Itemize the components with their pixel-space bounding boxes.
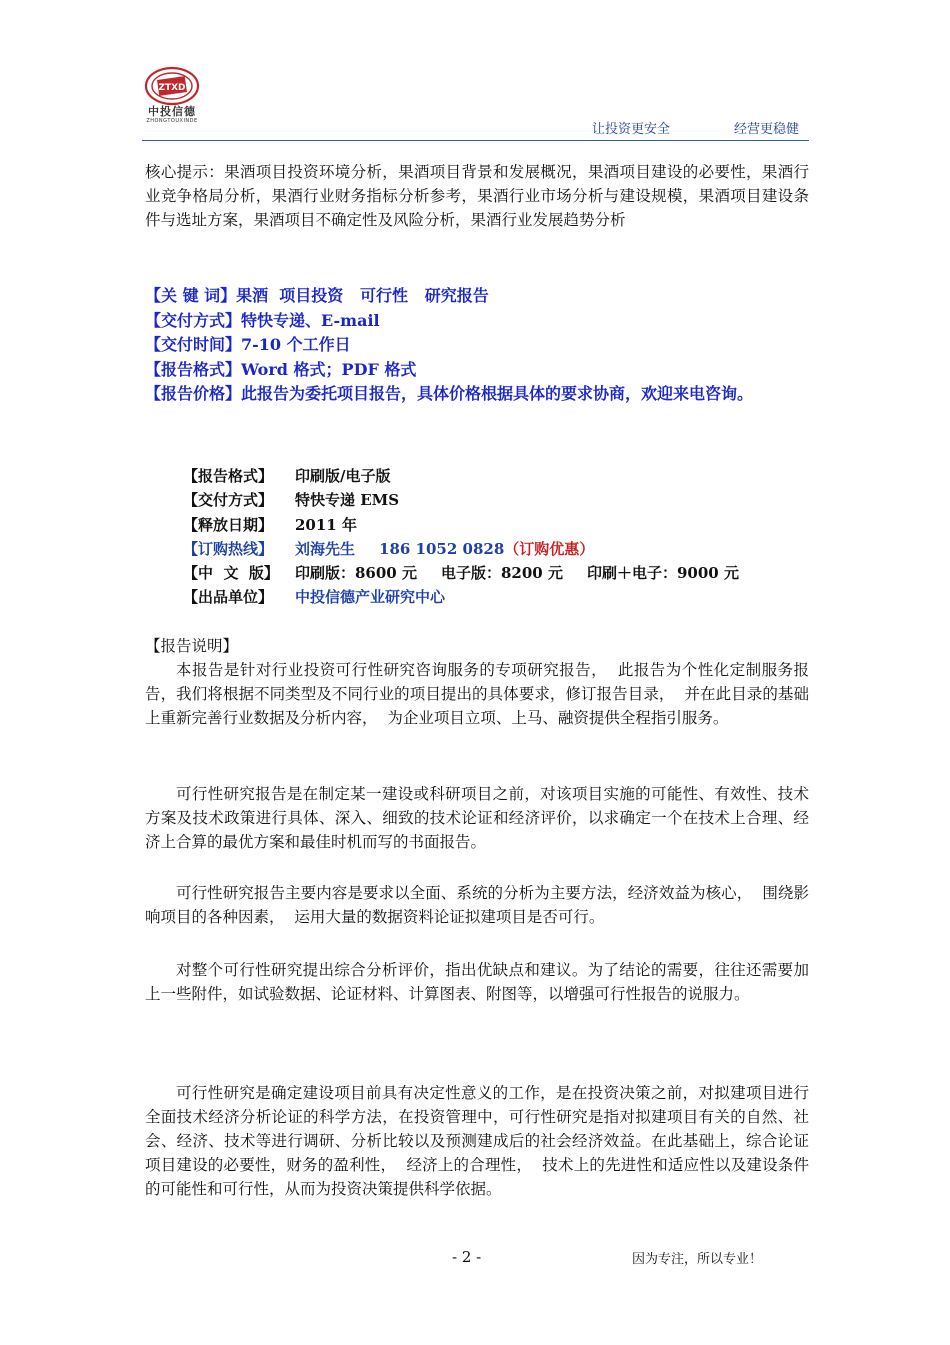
- meta-delivery-value: 特快专递、E-mail: [241, 310, 380, 330]
- meta-price: [145, 382, 809, 407]
- meta-delivery-time-label: 【交付时间】: [145, 335, 242, 354]
- meta-delivery-label: 【交付方式】: [145, 310, 242, 330]
- order-delivery-row: [183, 488, 739, 512]
- order-delivery-label: 【交付方式】: [183, 491, 274, 510]
- order-format-label: 【报告格式】: [183, 467, 274, 485]
- order-publisher-value: 中投信德产业研究中心: [295, 588, 446, 607]
- order-price-row: [183, 561, 739, 585]
- report-desc-paragraph: 对整个可行性研究提出综合分析评价，指出优缺点和建议。为了结论的需要，往往还需要加上一些附件，如试验数据、论证材料、计算图表、附图等，以增强可行性报告的说服力。: [145, 961, 809, 1003]
- order-hotline-row: [183, 537, 739, 561]
- order-release-row: [183, 513, 739, 537]
- meta-keywords-label: 【关 键 词】: [145, 286, 237, 305]
- report-desc-title: 【报告说明】: [145, 637, 239, 655]
- logo-pinyin: ZHONGTOUXINDE: [146, 118, 198, 124]
- report-meta-block: [145, 284, 809, 407]
- order-publisher-label: 【出品单位】: [183, 588, 274, 607]
- order-price-print: 印刷版：8600 元: [295, 564, 417, 583]
- meta-delivery-time-value: 7-10 个工作日: [241, 335, 351, 354]
- order-format-row: [183, 464, 739, 488]
- order-format-value: 印刷版/电子版: [295, 467, 391, 485]
- order-price-both: 印刷＋电子：9000 元: [586, 564, 739, 583]
- meta-delivery-time: [145, 333, 809, 358]
- footer-motto: 因为专注，所以专业！: [632, 1252, 763, 1267]
- meta-price-value: 此报告为委托项目报告，具体价格根据具体的要求协商，欢迎来电咨询。: [241, 384, 754, 403]
- order-release-label: 【释放日期】: [183, 515, 274, 534]
- header-slogan-stable: 经营更稳健: [734, 122, 800, 137]
- report-desc-paragraph: 可行性研究报告主要内容是要求以全面、系统的分析为主要方法，经济效益为核心， 围绕影响项目的各种因素， 运用大量的数据资料论证拟建项目是否可行。: [145, 884, 809, 926]
- order-hotline-label: 【订购热线】: [183, 539, 274, 558]
- meta-format: [145, 358, 809, 383]
- report-desc-paragraph: 可行性研究是确定建设项目前具有决定性意义的工作，是在投资决策之前，对拟建项目进行全面技术经济分析论证的科学方法，在投资管理中，可行性研究是指对拟建项目有关的自然、社会、经济、技术等进行调研、分析比较以及预测建成后的社会经济效益。在此基础上，综合论证项目建设的必要性，财务的盈利性， 经济上的合理性， 技术上的先进性和适应性以及建设条件的可能性和可行性，从而为投资决策提供科学依据。: [145, 1084, 809, 1198]
- meta-format-label: 【报告格式】: [145, 359, 242, 379]
- order-hotline-phone[interactable]: 186 1052 0828: [379, 539, 505, 558]
- logo-brand-name: 中投信德: [148, 105, 196, 118]
- report-desc-paragraph: 本报告是针对行业投资可行性研究咨询服务的专项研究报告， 此报告为个性化定制服务报告，我们将根据不同类型及不同行业的项目提出的具体要求，修订报告目录， 并在此目录的基础上重新完善行业数据及分析内容， 为企业项目立项、上马、融资提供全程指引服务。: [145, 661, 809, 727]
- meta-format-value: Word 格式；PDF 格式: [241, 359, 417, 379]
- header-slogan-safe: 让投资更安全: [592, 122, 671, 137]
- order-info-block: [183, 464, 739, 610]
- order-hotline-contact: 刘海先生: [295, 539, 356, 558]
- meta-delivery: [145, 309, 809, 334]
- meta-price-label: 【报告价格】: [145, 384, 242, 403]
- order-release-value: 2011 年: [295, 515, 357, 534]
- order-publisher-row: [183, 585, 739, 609]
- order-price-label: 【中 文 版】: [183, 564, 279, 583]
- order-discount-note: （订购优惠）: [504, 539, 595, 558]
- meta-keywords-value: 果酒 项目投资 可行性 研究报告: [236, 286, 489, 305]
- page-number: - 2 -: [452, 1248, 482, 1266]
- report-desc-paragraph: 可行性研究报告是在制定某一建设或科研项目之前，对该项目实施的可能性、有效性、技术方案及技术政策进行具体、深入、细致的技术论证和经济评价，以求确定一个在技术上合理、经济上合算的最优方案和最佳时机而写的书面报告。: [145, 785, 809, 851]
- logo-emblem-icon: [142, 66, 202, 106]
- order-price-digital: 电子版：8200 元: [440, 564, 563, 583]
- meta-keywords: [145, 284, 809, 309]
- header-divider: [142, 140, 809, 141]
- order-delivery-value: 特快专递 EMS: [295, 491, 400, 510]
- core-hint-paragraph: 核心提示：果酒项目投资环境分析，果酒项目背景和发展概况，果酒项目建设的必要性，果酒行业竞争格局分析，果酒行业财务指标分析参考，果酒行业市场分析与建设规模，果酒项目建设条件与选址方案，果酒项目不确定性及风险分析，果酒行业发展趋势分析: [145, 163, 809, 229]
- logo-badge-text: ZTXD: [158, 83, 186, 93]
